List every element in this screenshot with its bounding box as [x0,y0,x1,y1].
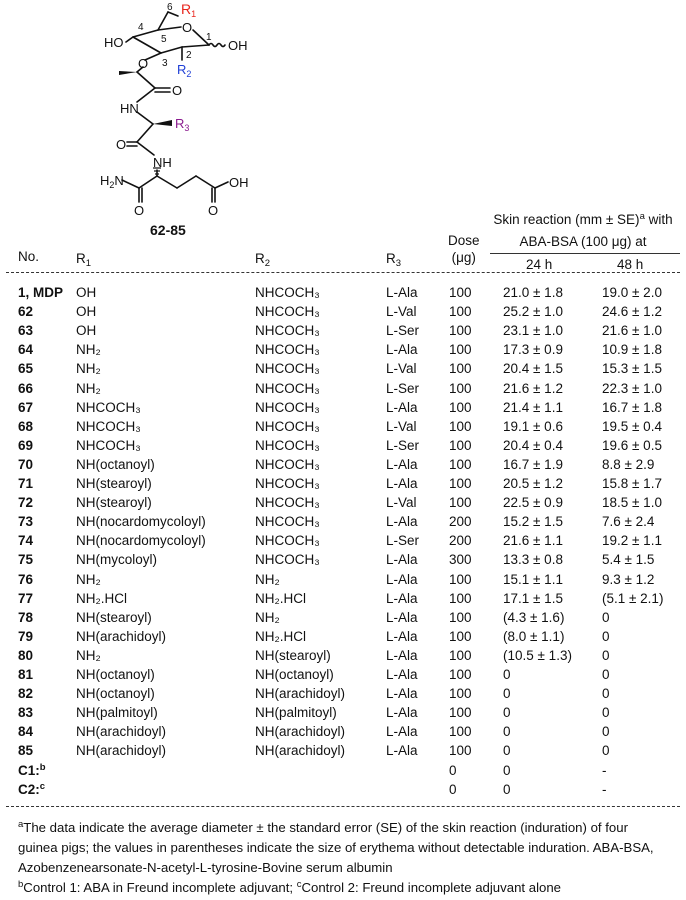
cell-no: 62 [18,304,34,320]
atom-o-acid: O [208,203,219,218]
cell-h24: 0 [503,781,511,797]
cell-h48: 18.5 ± 1.0 [602,495,662,511]
atom-pos4: 4 [138,22,144,33]
cell-r3: L-Ala [386,399,418,415]
cell-r1: NH₂ [76,342,101,358]
cell-r1: NH₂ [76,380,101,396]
cell-h48: 0 [602,705,610,721]
cell-no: 83 [18,705,34,721]
cell-r1: NH(arachidoyl) [76,628,167,644]
cell-r2: NH(arachidoyl) [255,724,346,740]
cell-h48: 9.3 ± 1.2 [602,571,655,587]
atom-oh-anomeric: OH [228,38,248,53]
table-row [0,741,686,760]
cell-no-sup: b [39,761,46,773]
wedge-ca-r3 [153,120,172,126]
cell-h24: 0 [503,667,511,682]
bond-caglu-conh2 [139,176,157,188]
cell-h48: 0 [602,743,610,759]
cell-dose: 100 [449,342,472,358]
cell-r1: NH(arachidoyl) [76,743,167,759]
cell-h48: 21.6 ± 1.0 [602,323,662,339]
cell-r2: NHCOCH₃ [255,495,320,511]
cell-h48: 0 [602,647,610,663]
table-row [0,703,686,722]
cell-h24: (10.5 ± 1.3) [503,647,572,663]
cell-r3: L-Ala [386,285,418,300]
cell-r1: NHCOCH₃ [76,399,141,415]
cell-h48: (5.1 ± 2.1) [602,590,664,606]
bond-c5-o [158,27,181,30]
cell-r1: OH [76,285,97,300]
cell-dose: 100 [449,647,472,663]
table-row [0,417,686,436]
cell-r1: NH₂.HCl [76,590,127,606]
cell-h24: (8.0 ± 1.1) [503,628,565,644]
cell-h48: 5.4 ± 1.5 [602,552,655,568]
cell-r2: NHCOCH₃ [255,514,320,530]
r2-letter: R [177,62,187,77]
atom-o-amide3: O [134,203,145,218]
cell-no: 74 [18,533,34,549]
table-row [0,512,686,531]
header-skin [486,209,680,253]
header-dose [448,232,480,266]
bond-nh-ca [137,112,153,124]
cell-no: 76 [18,571,34,587]
cell-r2: NH(arachidoyl) [255,743,346,759]
table-row [0,722,686,741]
atom-pos2: 2 [186,50,192,61]
cell-dose: 100 [449,418,472,434]
bottom-divider [6,806,680,807]
cell-h48: - [602,781,607,797]
table-row [0,627,686,646]
bond-c5-c6 [158,12,168,30]
cell-r1: NH(octanoyl) [76,456,155,472]
cell-r2: NHCOCH₃ [255,552,320,568]
bond-conh2-n [122,180,139,188]
cell-r3: L-Ala [386,686,418,702]
cell-r3: L-Ala [386,724,418,740]
cell-r1: NH(stearoyl) [76,495,152,511]
bond-co2-nh [137,142,154,155]
cell-h48: 0 [602,667,610,682]
atom-hn: HN [120,101,139,116]
cell-h24: 21.0 ± 1.8 [503,285,563,300]
atom-r2: $R_2$ [177,62,192,79]
footnote-bc [18,878,670,898]
compound-label: 62-85 [150,222,186,238]
cell-r1: NHCOCH₃ [76,437,141,453]
cell-h24: 16.7 ± 1.9 [503,456,563,472]
bond-glu-cg [177,176,196,188]
bond-c1-oh-wavy [209,44,225,47]
cell-dose: 100 [449,323,472,339]
cell-dose: 100 [449,495,472,511]
cell-h24: 22.5 ± 0.9 [503,495,563,511]
bond-c1-c2 [182,45,209,47]
atom-o-amide1: O [172,83,183,98]
cell-r1: NH(stearoyl) [76,609,152,625]
cell-h48: 19.6 ± 0.5 [602,437,662,453]
cell-dose: 100 [449,724,472,740]
cell-dose: 100 [449,686,472,702]
table-row [0,570,686,589]
cell-h24: 17.1 ± 1.5 [503,590,563,606]
cell-r3: L-Val [386,304,417,320]
cell-h24: 25.2 ± 1.0 [503,304,563,320]
cell-dose: 100 [449,705,472,721]
cell-r3: L-Ala [386,647,418,663]
cell-no: 81 [18,667,34,682]
cell-r2: NHCOCH₃ [255,418,320,434]
cell-h24: 20.5 ± 1.2 [503,476,563,491]
cell-r1: NH(stearoyl) [76,476,152,491]
cell-h48: 8.8 ± 2.9 [602,456,655,472]
cell-r3: L-Ser [386,533,420,549]
cell-no: 69 [18,437,34,453]
bond-c2-c3 [161,47,182,53]
cell-h24: 20.4 ± 1.5 [503,361,563,377]
cell-r3: L-Val [386,418,417,434]
bond-ch-co1 [137,72,155,88]
cell-h24: 21.4 ± 1.1 [503,399,563,415]
cell-dose: 100 [449,304,472,320]
wedge-ch-methyl [119,71,137,75]
table-row [0,379,686,398]
cell-h24: 0 [503,686,511,702]
table-row [0,398,686,417]
cell-r3: L-Ala [386,628,418,644]
atom-r3: $R_3$ [175,116,190,133]
cell-h48: 15.8 ± 1.7 [602,476,662,491]
cell-dose: 100 [449,667,472,682]
cell-no: 75 [18,552,34,568]
cell-dose: 100 [449,399,472,415]
cell-h24: 15.2 ± 1.5 [503,514,563,530]
cell-dose: 200 [449,514,472,530]
header-skin-line1-b: with [644,212,673,227]
cell-no: C2:$^c$ [18,780,46,797]
header-r2 [255,250,270,267]
cell-dose: 100 [449,380,472,396]
cell-r2: NHCOCH₃ [255,456,320,472]
cell-no: 85 [18,743,34,759]
cell-r1: OH [76,304,97,320]
cell-r1: NH(octanoyl) [76,667,155,682]
header-r1 [76,250,91,267]
cell-no: 68 [18,418,34,434]
bond-acid-oh [215,182,228,188]
bond-glu-cb [157,176,177,188]
cell-r2: NH₂ [255,609,280,625]
header-r1-letter: R [76,251,86,266]
cell-h48: 15.3 ± 1.5 [602,361,662,377]
table-row [0,646,686,665]
cell-h48: 24.6 ± 1.2 [602,304,662,320]
cell-r3: L-Ala [386,590,418,606]
cell-h24: 13.3 ± 0.8 [503,552,563,568]
cell-r2: NH(palmitoyl) [255,705,337,721]
cell-r1: NH(palmitoyl) [76,705,158,721]
cell-dose: 100 [449,437,472,453]
cell-r2: NHCOCH₃ [255,342,320,358]
bond-co1-nh [137,88,155,102]
table-row [0,493,686,512]
cell-r3: L-Ala [386,552,418,568]
header-skin-rule [490,253,680,254]
table-row [0,283,686,302]
cell-r2: NHCOCH₃ [255,285,320,300]
cell-r1: NH(nocardomycoloyl) [76,533,206,549]
cell-r3: L-Ser [386,380,420,396]
cell-r3: L-Ala [386,342,418,358]
cell-r2: NHCOCH₃ [255,533,320,549]
header-dose-line2: (μg) [451,250,476,265]
cell-h24: 0 [503,762,511,778]
table-row [0,608,686,627]
atom-o-ether: O [138,56,149,71]
cell-no: 66 [18,380,34,396]
cell-r3: L-Ser [386,323,420,339]
cell-h24: (4.3 ± 1.6) [503,609,565,625]
footnote-a-text: The data indicate the average diameter ± the standard error (SE) of the skin reaction (induration) of four guinea pigs; the values in parentheses indicate the size of erythema without detectable induration. ABA-BSA, Azobenzenearsonate-N-acetyl-L-tyrosine-Bovine serum albumin [18,820,654,875]
header-r2-letter: R [255,251,265,266]
cell-r1: NH(arachidoyl) [76,724,167,740]
cell-dose: 0 [449,781,457,797]
cell-h48: 22.3 ± 1.0 [602,380,662,396]
cell-h24: 0 [503,705,511,721]
cell-r1: NH₂ [76,361,101,377]
cell-dose: 100 [449,743,472,759]
header-no: No. [18,249,40,264]
cell-dose: 100 [449,590,472,606]
cell-r2: NH(arachidoyl) [255,686,346,702]
cell-r3: L-Val [386,495,417,511]
cell-r3: L-Ala [386,476,418,491]
cell-no: 64 [18,342,34,358]
bond-c4-ho [126,37,133,42]
cell-no: 70 [18,456,34,472]
footnote-a [18,818,670,878]
bond-ca-co2 [137,124,153,142]
cell-no: 79 [18,628,34,644]
cell-r2: NHCOCH₃ [255,361,320,377]
cell-h48: 16.7 ± 1.8 [602,399,662,415]
table-row [0,589,686,608]
atom-o-amide2: O [116,137,127,152]
cell-h48: 0 [602,686,610,702]
table-row [0,761,686,780]
table-row [0,474,686,493]
header-r3-letter: R [386,251,396,266]
cell-no: 1, MDP [18,285,64,300]
cell-no: 67 [18,399,34,415]
footnote-b-sup: b [18,879,24,890]
atom-oh-acid: OH [229,175,249,190]
cell-no: 78 [18,609,34,625]
table-row [0,455,686,474]
cell-h24: 21.6 ± 1.1 [503,533,563,549]
cell-r2: NH(stearoyl) [255,647,331,663]
table-row [0,665,686,684]
cell-r1: OH [76,323,97,339]
cell-h48: 0 [602,609,610,625]
header-r2-sub: 2 [264,258,271,269]
atom-pos3: 3 [162,58,168,69]
cell-dose: 100 [449,476,472,491]
cell-r3: L-Ala [386,571,418,587]
cell-dose: 100 [449,285,472,300]
cell-r1: NH(octanoyl) [76,686,155,702]
bond-glu-cd [196,176,215,188]
cell-no: 71 [18,476,34,491]
table-row [0,340,686,359]
cell-r2: NHCOCH₃ [255,399,320,415]
cell-no: C1:$^b$ [18,761,46,778]
cell-h48: 10.9 ± 1.8 [602,342,662,358]
table-row [0,436,686,455]
cell-r1: NH₂ [76,647,101,663]
cell-r2: NH₂ [255,571,280,587]
header-r1-sub: 1 [85,258,92,269]
cell-no: 82 [18,686,34,702]
table-row [0,302,686,321]
cell-r3: L-Ala [386,514,418,530]
cell-h48: 19.0 ± 2.0 [602,285,662,300]
cell-r2: NHCOCH₃ [255,304,320,320]
cell-no: 77 [18,590,34,606]
cell-h24: 21.6 ± 1.2 [503,380,563,396]
cell-r2: NHCOCH₃ [255,380,320,396]
cell-h24: 17.3 ± 0.9 [503,342,563,358]
cell-r1: NH₂ [76,571,101,587]
header-dose-line1: Dose [448,233,480,248]
top-divider [6,272,680,273]
cell-dose: 100 [449,571,472,587]
cell-dose: 100 [449,456,472,472]
cell-h48: 7.6 ± 2.4 [602,514,655,530]
cell-h24: 20.4 ± 0.4 [503,437,563,453]
atom-pos1: 1 [206,32,212,43]
header-r3 [386,250,401,267]
cell-no: 84 [18,724,34,740]
table-row [0,684,686,703]
atom-pos6: 6 [167,2,173,13]
atom-r1: $R_1$ [181,1,197,19]
cell-r2: NHCOCH₃ [255,323,320,339]
cell-r3: L-Ala [386,705,418,721]
cell-no-sup: c [39,780,46,792]
header-r3-sub: 3 [395,258,402,269]
cell-r2: NH₂.HCl [255,590,306,606]
cell-r3: L-Ala [386,667,418,682]
footnote-c-sup: c [296,879,302,890]
cell-r3: L-Ala [386,609,418,625]
cell-h48: 19.2 ± 1.1 [602,533,662,549]
cell-r1: NH(nocardomycoloyl) [76,514,206,530]
bond-c4-c5 [133,30,158,37]
atom-nh: NH [153,155,172,170]
chemical-structure [78,0,298,222]
cell-dose: 200 [449,533,472,549]
cell-no: 80 [18,647,34,663]
cell-h24: 15.1 ± 1.1 [503,571,563,587]
cell-h24: 0 [503,724,511,740]
table-row [0,359,686,378]
cell-r2: NHCOCH₃ [255,476,320,491]
r3-letter: R [175,116,185,131]
table-row [0,531,686,550]
cell-dose: 100 [449,609,472,625]
cell-h48: 19.5 ± 0.4 [602,418,662,434]
atom-ho: HO [104,35,124,50]
cell-r3: L-Ala [386,743,418,759]
bond-c3-c4 [133,37,161,53]
cell-h24: 0 [503,743,511,759]
atom-o-ring: O [182,20,193,35]
header-skin-line1 [486,209,680,231]
header-24h: 24 h [526,257,553,272]
cell-r1: NHCOCH₃ [76,418,141,434]
table-row [0,780,686,799]
cell-no: 72 [18,495,34,511]
atom-h2n: $H_2N$ [100,173,124,190]
cell-r3: L-Ala [386,456,418,472]
cell-h24: 19.1 ± 0.6 [503,418,563,434]
header-skin-sup: a [639,211,645,222]
header-skin-line2: ABA-BSA (100 μg) at [519,234,647,249]
header-skin-line1-a: Skin reaction (mm ± SE) [493,212,640,227]
cell-r2: NHCOCH₃ [255,437,320,453]
cell-h48: 0 [602,724,610,740]
cell-dose: 100 [449,628,472,644]
cell-dose: 100 [449,361,472,377]
footnote-c-text: Control 2: Freund incomplete adjuvant alone [301,880,561,895]
table-row [0,550,686,569]
cell-r1: NH(mycoloyl) [76,552,157,568]
cell-h24: 23.1 ± 1.0 [503,323,563,339]
cell-dose: 0 [449,762,457,778]
header-48h: 48 h [617,257,644,272]
cell-no: 73 [18,514,34,530]
footnote-a-sup: a [18,819,24,830]
cell-r3: L-Ser [386,437,420,453]
cell-h48: 0 [602,628,610,644]
table-row [0,321,686,340]
cell-r2: NH(octanoyl) [255,667,334,682]
cell-h48: - [602,762,607,778]
atom-pos5: 5 [161,34,167,45]
cell-no: 63 [18,323,34,339]
cell-r3: L-Val [386,361,417,377]
cell-r2: NH₂.HCl [255,628,306,644]
cell-dose: 300 [449,552,472,568]
footnotes [18,818,670,898]
cell-no: 65 [18,361,34,377]
r1-letter: R [181,1,192,17]
footnote-b-text: Control 1: ABA in Freund incomplete adjuvant; [23,880,297,895]
